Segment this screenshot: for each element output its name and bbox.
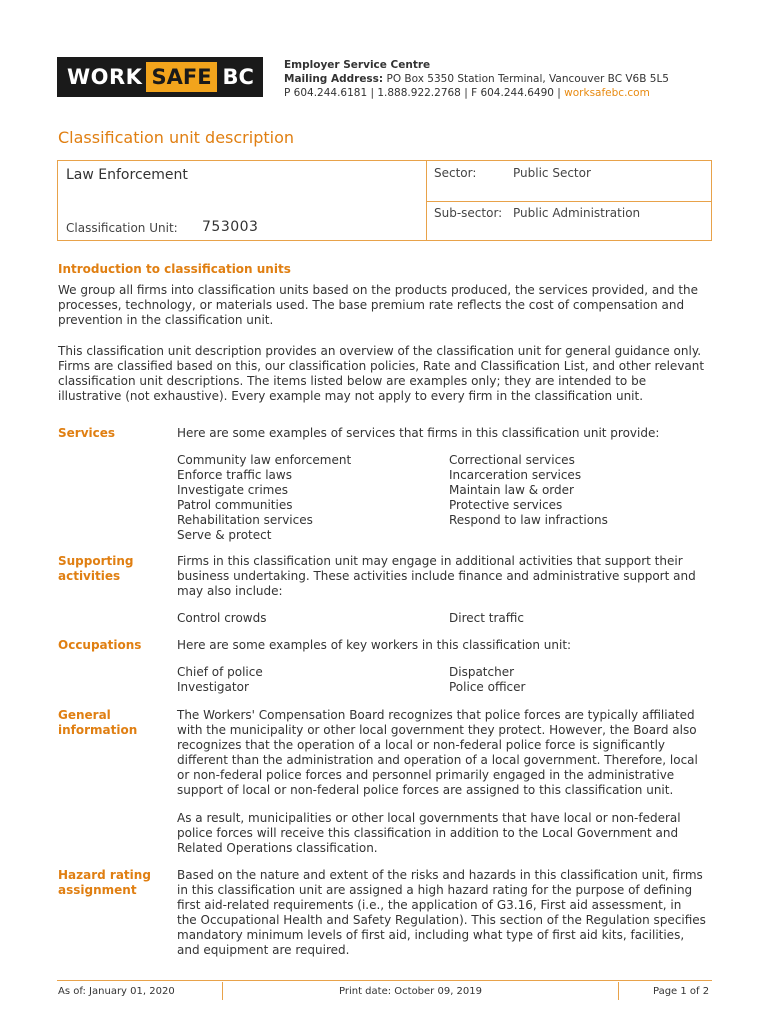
text-line: classification unit descriptions. The items listed below are examples only; they are intended to be (58, 374, 647, 388)
list-item: Enforce traffic laws (177, 468, 292, 482)
text-line: The Workers' Compensation Board recognizes that police forces are typically affiliated (177, 708, 695, 722)
general-paragraph-1 (177, 708, 698, 798)
heading-line: Supporting (58, 554, 134, 568)
list-item: Investigate crimes (177, 483, 288, 497)
logo-word-work: WORK (67, 65, 143, 89)
logo-word-safe: SAFE (146, 62, 216, 92)
list-item: Incarceration services (449, 468, 582, 482)
header-divider-horizontal (426, 201, 712, 202)
intro-paragraph-1 (58, 283, 698, 328)
footer-divider (57, 980, 712, 981)
text-line: Firms in this classification unit may engage in additional activities that support their (177, 554, 683, 568)
occupations-intro: Here are some examples of key workers in this classification unit: (177, 638, 572, 652)
text-line: may also include: (177, 584, 283, 598)
services-list-col2 (449, 453, 608, 528)
services-list-col1 (177, 453, 351, 543)
occupations-list-col1 (177, 665, 263, 695)
text-line: processes, technology, or materials used. The base premium rate reflects the cost of compensation and (58, 298, 685, 312)
text-line: illustrative (not exhaustive). Every example may not apply to every firm in the classification unit. (58, 389, 644, 403)
text-line: Based on the nature and extent of the risks and hazards in this classification unit, firms (177, 868, 703, 882)
footer-separator (618, 982, 619, 1000)
text-line: support of local or non-federal police forces are assigned to this classification unit. (177, 783, 674, 797)
list-item: Protective services (449, 498, 563, 512)
text-line: different than the administration and operation of a local government. Therefore, local (177, 753, 698, 767)
text-line: recognizes that the operation of a local or non-federal police force is significantly (177, 738, 666, 752)
list-item: Correctional services (449, 453, 575, 467)
service-centre-label: Employer Service Centre (284, 59, 431, 71)
sector-label: Sector: (434, 166, 477, 180)
sector-value: Public Sector (513, 166, 591, 180)
text-line: first aid-related requirements (i.e., the application of G3.16, First aid assessment, in (177, 898, 682, 912)
supporting-intro (177, 554, 696, 599)
logo-word-bc: BC (222, 65, 254, 89)
list-item: Control crowds (177, 611, 267, 625)
heading-line: Hazard rating (58, 868, 151, 882)
text-line: in this classification unit are assigned a high hazard rating for the purpose of defining (177, 883, 693, 897)
text-line: Firms are classified based on this, our classification policies, Rate and Classification List, and other relevant (58, 359, 705, 373)
mailing-value: PO Box 5350 Station Terminal, Vancouver BC V6B 5L5 (386, 73, 669, 85)
hazard-paragraph (177, 868, 706, 958)
mailing-label: Mailing Address: (284, 73, 384, 85)
services-heading: Services (58, 426, 116, 440)
list-item: Direct traffic (449, 611, 524, 625)
text-line: business undertaking. These activities include finance and administrative support and (177, 569, 696, 583)
text-line: Related Operations classification. (177, 841, 378, 855)
text-line: mandatory minimum levels of first aid, including what type of first aid kits, facilities, (177, 928, 685, 942)
footer-separator (222, 982, 223, 1000)
footer-print-date: Print date: October 09, 2019 (339, 986, 483, 997)
supporting-list-col2 (449, 611, 524, 626)
text-line: police forces will receive this classification in addition to the Local Government and (177, 826, 679, 840)
worksafebc-logo (57, 57, 263, 97)
phone-line (284, 86, 669, 100)
text-line: This classification unit description provides an overview of the classification unit for general guidance only. (58, 344, 702, 358)
text-line: the Occupational Health and Safety Regulation). This section of the Regulation specifies (177, 913, 706, 927)
list-item: Dispatcher (449, 665, 515, 679)
text-line: or non-federal police forces and personnel primarily engaged in the administrative (177, 768, 675, 782)
website-link[interactable]: worksafebc.com (564, 87, 650, 99)
services-intro: Here are some examples of services that firms in this classification unit provide: (177, 426, 660, 440)
hazard-rating-heading (58, 868, 151, 898)
list-item: Patrol communities (177, 498, 293, 512)
list-item: Maintain law & order (449, 483, 574, 497)
general-paragraph-2 (177, 811, 681, 856)
list-item: Rehabilitation services (177, 513, 313, 527)
text-line: and equipment are required. (177, 943, 350, 957)
footer-page-number: Page 1 of 2 (653, 986, 710, 997)
occupations-heading: Occupations (58, 638, 142, 652)
list-item: Investigator (177, 680, 249, 694)
text-line: prevention in the classification unit. (58, 313, 274, 327)
subsector-label: Sub-sector: (434, 206, 503, 220)
text-line: We group all firms into classification units based on the products produced, the services provided, and the (58, 283, 699, 297)
heading-line: assignment (58, 883, 137, 897)
cu-label: Classification Unit: (66, 221, 178, 235)
subsector-value: Public Administration (513, 206, 641, 220)
supporting-activities-heading (58, 554, 134, 584)
text-line: with the municipality or other local government they protect. However, the Board also (177, 723, 697, 737)
contact-block (284, 58, 669, 100)
intro-heading: Introduction to classification units (58, 262, 291, 276)
list-item: Police officer (449, 680, 526, 694)
text-line: As a result, municipalities or other local governments that have local or non-federal (177, 811, 681, 825)
mailing-address (284, 72, 669, 86)
intro-paragraph-2 (58, 344, 704, 404)
heading-line: activities (58, 569, 121, 583)
heading-line: General (58, 708, 111, 722)
list-item: Community law enforcement (177, 453, 352, 467)
classification-header-box (57, 160, 712, 241)
heading-line: information (58, 723, 138, 737)
cu-number: 753003 (202, 219, 259, 235)
phone-numbers: P 604.244.6181 | 1.888.922.2768 | F 604.244.6490 | (284, 87, 561, 99)
supporting-list-col1 (177, 611, 266, 626)
occupations-list-col2 (449, 665, 525, 695)
general-information-heading (58, 708, 137, 738)
list-item: Serve & protect (177, 528, 272, 542)
unit-name: Law Enforcement (66, 167, 188, 183)
footer-as-of: As of: January 01, 2020 (58, 986, 175, 997)
list-item: Respond to law infractions (449, 513, 608, 527)
page-title: Classification unit description (58, 128, 294, 147)
list-item: Chief of police (177, 665, 263, 679)
